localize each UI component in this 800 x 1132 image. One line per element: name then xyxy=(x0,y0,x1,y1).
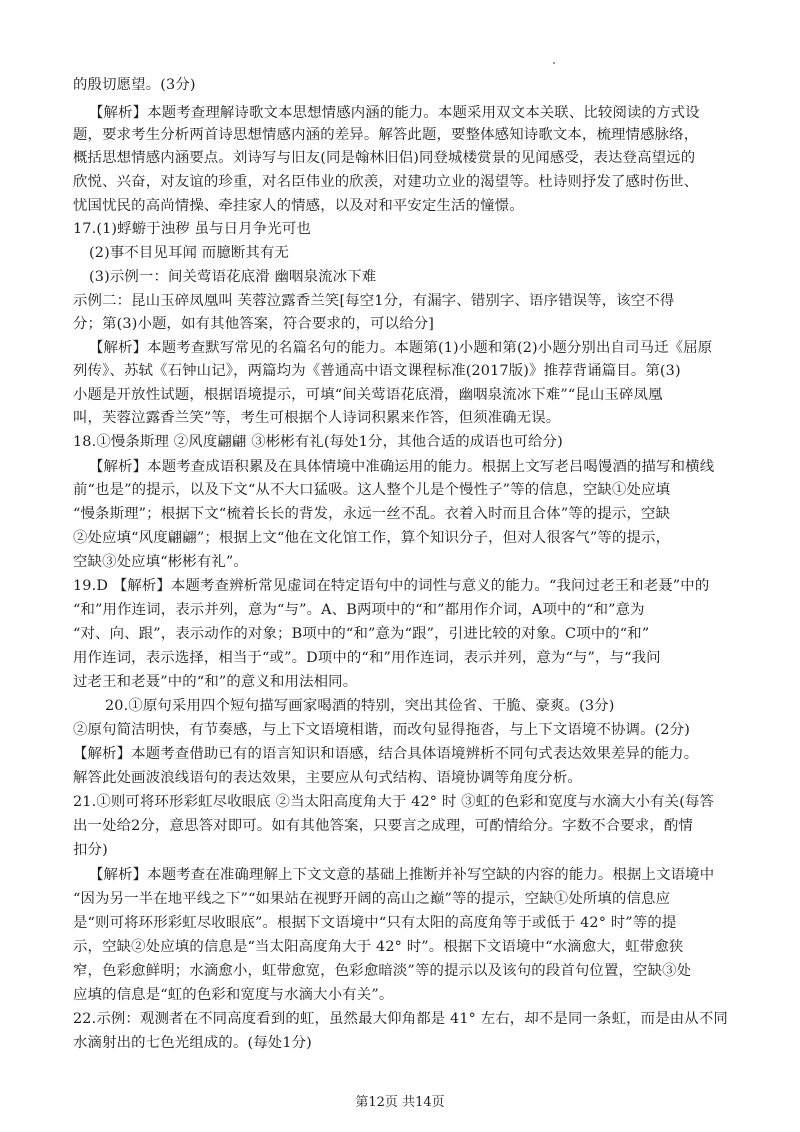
q19-analysis-line: 用作连词，表示选择，相当于“或”。D项中的“和”用作连词，表示并列，意为“与”，与“我问 xyxy=(73,650,661,666)
q19-analysis-line: “对、向、跟”，表示动作的对象；B项中的“和”意为“跟”，引进比较的对象。C项中的“和” xyxy=(73,626,650,642)
page-number-footer: 第12页 共14页 xyxy=(355,1095,445,1110)
q17-answer-3: (3)示例一：间关莺语花底滑 幽咽泉流冰下难 xyxy=(89,269,377,285)
q19-analysis-line: 过老王和老聂”中的“和”的意义和用法相同。 xyxy=(73,674,358,690)
q21-analysis-line: 【解析】本题考查在准确理解上下文文意的基础上推断并补写空缺的内容的能力。根据上文语境中 xyxy=(89,867,715,883)
q16-analysis-line: 欣悦、兴奋，对友谊的珍重，对名臣伟业的欣羡，对建功立业的渴望等。杜诗则抒发了感时伤世、 xyxy=(73,174,699,190)
q17-scoring-note: 分；第(3)小题，如有其他答案，符合要求的，可以给分] xyxy=(73,316,435,332)
q21-analysis-line: 应填的信息是“虹的色彩和宽度与水滴大小有关”。 xyxy=(73,987,394,1003)
q17-analysis-line: 叫，芙蓉泣露香兰笑”等，考生可根据个人诗词积累来作答，但须准确无误。 xyxy=(73,410,561,426)
q17-analysis-line: 小题是开放性试题，根据语境提示，可填“间关莺语花底滑，幽咽泉流冰下难”“昆山玉碎凤凰 xyxy=(73,387,663,403)
q19-analysis-line: “和”用作连词，表示并列，意为“与”。A、B两项中的“和”都用作介词，A项中的“和”意为 xyxy=(73,602,645,618)
q18-analysis-line: “慢条斯理”；根据下文“梳着长长的背发，永远一丝不乱。衣着入时而且合体”等的提示，空缺 xyxy=(73,506,671,522)
q21-scoring-note: 出一处给2分，意思答对即可。如有其他答案，只要言之成理，可酌情给分。字数不合要求，酌情 xyxy=(73,818,694,834)
q18-analysis-line: 前“也是”的提示，以及下文“从不大口猛吸。这人整个儿是个慢性子”等的信息，空缺①处应填 xyxy=(73,482,671,498)
q16-analysis-line: 题，要求考生分析两首诗思想情感内涵的差异。解答此题，要整体感知诗歌文本，梳理情感脉络， xyxy=(73,127,699,143)
q22-answer: 水滴射出的七色光组成的。(每处1分) xyxy=(73,1035,312,1051)
q17-answer-2: (2)事不目见耳闻 而臆断其有无 xyxy=(89,245,290,261)
scan-speck xyxy=(553,62,555,64)
q17-answer-1: 17.(1)蜉蝣于浊秽 虽与日月争光可也 xyxy=(73,221,311,237)
q16-analysis-line: 概括思想情感内涵要点。刘诗写与旧友(同是翰林旧侣)同登城楼赏景的见闻感受，表达登高望远的 xyxy=(73,150,696,166)
q18-analysis-line: 【解析】本题考查成语积累及在具体情境中准确运用的能力。根据上文写老吕喝馒酒的描写和横线 xyxy=(89,459,715,475)
q16-analysis-line: 【解析】本题考查理解诗歌文本思想情感内涵的能力。本题采用双文本关联、比较阅读的方式设 xyxy=(89,105,700,121)
q16-score-tail: 的殷切愿望。(3分) xyxy=(73,77,196,93)
q21-analysis-line: “因为另一半在地平线之下”“如果站在视野开阔的高山之巅”等的提示，空缺①处所填的信息应 xyxy=(73,891,671,907)
q18-analysis-line: 空缺③处应填“彬彬有礼”。 xyxy=(73,554,248,570)
q21-analysis-line: 是“则可将环形彩虹尽收眼底”。根据下文语境中“只有太阳的高度角等于或低于 42° 时”等的提 xyxy=(73,915,677,931)
q21-scoring-note: 扣分) xyxy=(73,842,108,858)
q20-answer-2: ②原句简洁明快，有节奏感，与上下文语境相谐，而改句显得拖沓，与上下文语境不协调。(2分) xyxy=(73,722,691,738)
q17-example-2: 示例二：昆山玉碎凤凰叫 芙蓉泣露香兰笑[每空1分，有漏字、错别字、语序错误等，该空不得 xyxy=(73,293,675,309)
q17-analysis-line: 【解析】本题考查默写常见的名篇名句的能力。本题第(1)小题和第(2)小题分别出自司马迁《屈原 xyxy=(89,340,713,356)
q17-analysis-line: 列传》、苏轼《石钟山记》，两篇均为《普通高中语文课程标准(2017版)》推荐背诵篇目。第(3) xyxy=(73,363,681,379)
q20-answer-1: 20.①原句采用四个短句描写画家喝酒的特别，突出其俭省、干脆、豪爽。(3分) xyxy=(105,698,615,714)
q20-analysis-line: 【解析】本题考查借助已有的语言知识和语感，结合具体语境辨析不同句式表达效果差异的能力。 xyxy=(73,746,699,762)
q21-analysis-line: 示，空缺②处应填的信息是“当太阳高度角大于 42° 时”。根据下文语境中“水滴愈大，虹带愈狭 xyxy=(73,939,684,955)
q21-answer: 21.①则可将环形彩虹尽收眼底 ②当太阳高度角大于 42° 时 ③虹的色彩和宽度与水滴大小有关(每答 xyxy=(73,794,715,810)
q21-analysis-line: 窄，色彩愈鲜明；水滴愈小，虹带愈宽，色彩愈暗淡”等的提示以及该句的段首句位置，空缺③处 xyxy=(73,963,692,979)
q18-answer: 18.①慢条斯理 ②风度翩翩 ③彬彬有礼(每处1分，其他合适的成语也可给分) xyxy=(73,434,563,450)
q20-analysis-line: 解答此处画波浪线语句的表达效果，主要应从句式结构、语境协调等角度分析。 xyxy=(73,770,582,786)
q22-answer: 22.示例：观测者在不同高度看到的虹，虽然最大仰角都是 41° 左右，却不是同一条虹，而是由从不同 xyxy=(73,1011,728,1027)
q18-analysis-line: ②处应填“风度翩翩”；根据上文“他在文化馆工作，算个知识分子，但对人很客气”等的提示， xyxy=(73,530,671,546)
q16-analysis-line: 忧国忧民的高尚情操、牵挂家人的情感，以及对和平安定生活的憧憬。 xyxy=(73,198,524,214)
q19-answer-analysis: 19.D 【解析】本题考查辨析常见虚词在特定语句中的词性与意义的能力。“我问过老王和老聂”中的 xyxy=(73,578,710,594)
